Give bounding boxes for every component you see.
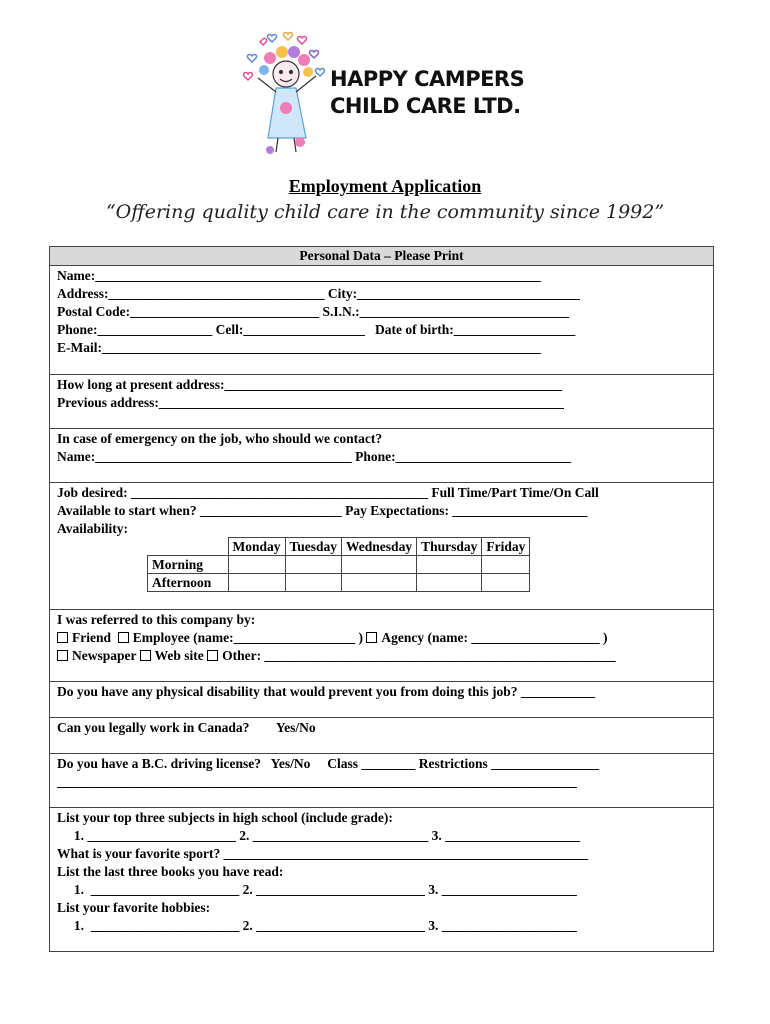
row-label: Afternoon [148, 574, 229, 592]
start-pay-field[interactable]: Available to start when? _____________________ Pay Expectations: ____________________ [57, 503, 588, 518]
page-title: Employment Application [288, 176, 482, 196]
logo-wordmark [330, 66, 524, 120]
present-address-duration-field[interactable]: How long at present address:__________________________________________________ [57, 377, 563, 392]
availability-cell[interactable] [417, 556, 482, 574]
emergency-section [50, 428, 713, 483]
availability-table [147, 537, 530, 592]
address-city-field[interactable]: Address:________________________________ City:_________________________________ [57, 286, 580, 301]
availability-label: Availability: [57, 521, 129, 536]
table-header-row [148, 538, 530, 556]
day-header: Friday [482, 538, 530, 556]
referral-options-row-2 [57, 647, 616, 665]
subjects-question: List your top three subjects in high school (include grade): [57, 810, 393, 825]
employee-field[interactable]: Employee (name:__________________ ) [132, 630, 363, 645]
logo-line-1: HAPPY CAMPERS [330, 67, 525, 91]
agency-field[interactable]: Agency (name: ___________________ ) [381, 630, 608, 645]
referral-question: I was referred to this company by: [57, 612, 256, 627]
license-section [50, 753, 713, 808]
favorite-sport-field[interactable]: What is your favorite sport? ______________________________________________________ [57, 846, 589, 861]
disability-question[interactable]: Do you have any physical disability that would prevent you from doing this job? ___________ [57, 684, 596, 699]
table-row [148, 556, 530, 574]
table-corner-cell [148, 538, 229, 556]
friend-checkbox[interactable] [57, 632, 68, 643]
referral-section [50, 609, 713, 682]
newspaper-checkbox[interactable] [57, 650, 68, 661]
availability-cell[interactable] [342, 556, 417, 574]
day-header: Monday [228, 538, 285, 556]
availability-cell[interactable] [482, 556, 530, 574]
driving-license-question[interactable]: Do you have a B.C. driving license? Yes/No Class ________ Restrictions ________________ [57, 756, 600, 771]
website-label: Web site [154, 648, 204, 663]
email-field[interactable]: E-Mail:_________________________________________________________________ [57, 340, 541, 355]
work-eligibility-section [50, 717, 713, 754]
availability-cell[interactable] [342, 574, 417, 592]
day-header: Thursday [417, 538, 482, 556]
row-label: Morning [148, 556, 229, 574]
personal-data-section [50, 247, 713, 375]
subjects-fields[interactable]: 1. ______________________ 2. __________________________ 3. ____________________ [57, 828, 581, 843]
emergency-question: In case of emergency on the job, who should we contact? [57, 431, 383, 446]
license-extra-line[interactable]: _____________________________________________________________________________ [57, 774, 577, 789]
website-checkbox[interactable] [140, 650, 151, 661]
disability-section [50, 681, 713, 718]
availability-cell[interactable] [417, 574, 482, 592]
newspaper-label: Newspaper [72, 648, 137, 663]
name-field[interactable]: Name:__________________________________________________________________ [57, 268, 541, 283]
phone-cell-dob-field[interactable]: Phone:_________________ Cell:__________________ Date of birth:__________________ [57, 322, 576, 337]
personal-data-heading: Personal Data – Please Print [50, 247, 713, 266]
page-subtitle: “Offering quality child care in the community since 1992” [105, 201, 665, 223]
hobbies-question: List your favorite hobbies: [57, 900, 211, 915]
availability-cell[interactable] [228, 556, 285, 574]
employee-checkbox[interactable] [118, 632, 129, 643]
application-form [49, 246, 714, 952]
other-field[interactable]: Other: ____________________________________________________ [222, 648, 616, 663]
friend-label: Friend [72, 630, 111, 645]
table-row [148, 574, 530, 592]
availability-cell[interactable] [482, 574, 530, 592]
job-desired-field[interactable]: Job desired: ____________________________________________ Full Time/Part Time/On Call [57, 485, 599, 500]
books-question: List the last three books you have read: [57, 864, 284, 879]
work-in-canada-question[interactable]: Can you legally work in Canada? Yes/No [57, 720, 316, 735]
books-fields[interactable]: 1. ______________________ 2. _________________________ 3. ____________________ [57, 882, 577, 897]
postal-sin-field[interactable]: Postal Code:____________________________ S.I.N.:_______________________________ [57, 304, 569, 319]
logo-line-2: CHILD CARE LTD. [330, 94, 521, 118]
previous-address-field[interactable]: Previous address:____________________________________________________________ [57, 395, 564, 410]
emergency-name-phone-field[interactable]: Name:______________________________________ Phone:__________________________ [57, 449, 572, 464]
agency-checkbox[interactable] [366, 632, 377, 643]
availability-cell[interactable] [285, 574, 342, 592]
job-section [50, 482, 713, 610]
interests-section [50, 807, 713, 951]
availability-cell[interactable] [285, 556, 342, 574]
other-checkbox[interactable] [207, 650, 218, 661]
availability-cell[interactable] [228, 574, 285, 592]
day-header: Wednesday [342, 538, 417, 556]
day-header: Tuesday [285, 538, 342, 556]
residence-section [50, 374, 713, 429]
hobbies-fields[interactable]: 1. ______________________ 2. _________________________ 3. ____________________ [57, 918, 577, 933]
referral-options-row-1 [57, 629, 607, 647]
